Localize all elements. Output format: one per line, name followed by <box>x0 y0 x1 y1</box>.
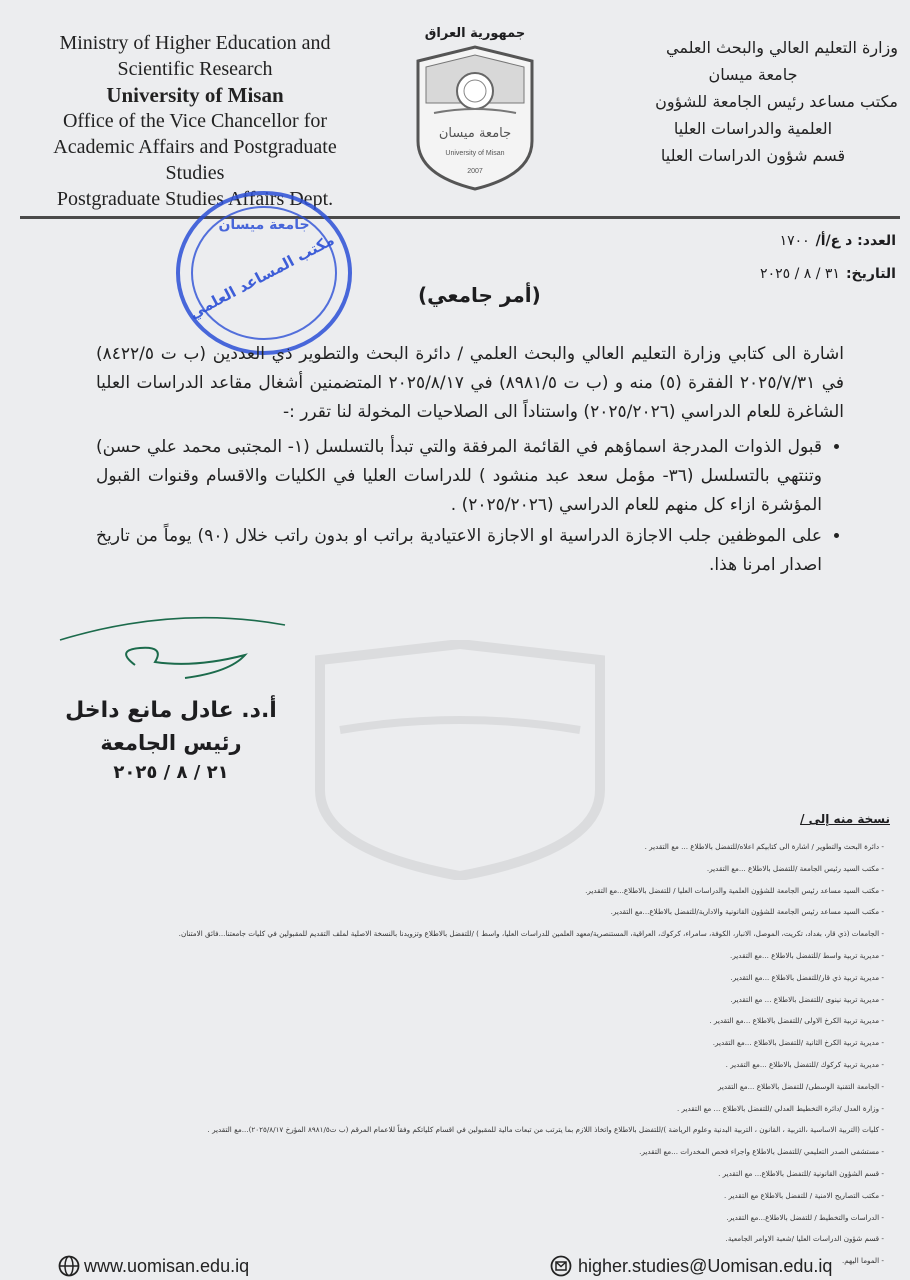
university-name-en: University of Misan <box>106 83 284 107</box>
cc-item: - مديرية تربية كركوك /للتفضل بالاطلاع ...مع التقدير . <box>14 1054 884 1076</box>
header-divider <box>20 216 900 219</box>
cc-item: - الدراسات والتخطيط / للتفضل بالاطلاع...مع التقدير. <box>14 1207 884 1229</box>
cc-item: - قسم شؤون الدراسات العليا /شعبة الاوامر الجامعية. <box>14 1228 884 1250</box>
order-intro: اشارة الى كتابي وزارة التعليم العالي والبحث العلمي / دائرة البحث والتطوير ذي العددين (ب ت ٨٤٢٢/٥) في ٢٠٢٥/٧/٣١ الفقرة (٥) منه و (ب ت ٨٩٨١/٥) في ٢٠٢٥/٨/١٧ المتضمنين أشغال مقاعد الدراسات العليا الشاغرة للعام الدراسي (٢٠٢٥/٢٠٢٦) واستناداً الى الصلاحيات المخولة لنا تقرر :- <box>96 344 844 422</box>
reference-number-label: العدد: د ع/أ/ <box>815 233 896 249</box>
website-link[interactable]: www.uomisan.edu.iq <box>84 1255 250 1276</box>
footer-email[interactable] <box>550 1255 832 1277</box>
signatory-name: أ.د. عادل مانع داخل <box>65 698 277 723</box>
decision-item: • على الموظفين جلب الاجازة الدراسية او الاجازة الاعتيادية براتب او بدون راتب خلال (٩٠) يوماً من تاريخ اصدار امرنا هذا. <box>96 522 822 580</box>
footer-website[interactable] <box>58 1255 249 1277</box>
signature-date: ٢١ / ٨ / ٢٠٢٥ <box>113 762 229 783</box>
cc-item: - مديرية تربية الكرخ الثانية /للتفضل بالاطلاع ...مع التقدير. <box>14 1032 884 1054</box>
order-decisions <box>96 433 844 580</box>
signatory-title: رئيس الجامعة <box>100 731 242 755</box>
arabic-letterhead <box>608 34 898 169</box>
document-date-label: التاريخ: <box>845 266 896 282</box>
crest-name-ar: جامعة ميسان <box>438 126 512 141</box>
cc-item: - مكتب التصاريح الامنية / للتفضل بالاطلاع مع التقدير . <box>14 1185 884 1207</box>
email-link[interactable]: higher.studies@Uomisan.edu.iq <box>578 1255 833 1276</box>
cc-item: - دائرة البحث والتطوير / اشارة الى كتابيكم اعلاه/للتفضل بالاطلاع ... مع التقدير . <box>14 836 884 858</box>
office-name-en: Office of the Vice Chancellor for Academic Affairs and Postgraduate Studies <box>53 110 337 184</box>
country-name: جمهورية العراق <box>424 26 526 41</box>
cc-list <box>14 836 884 1272</box>
official-stamp <box>172 185 357 360</box>
department-name-ar: قسم شؤون الدراسات العليا <box>660 146 846 165</box>
globe-icon <box>58 1255 80 1277</box>
signature-scribble <box>55 610 315 685</box>
email-icon <box>550 1255 572 1277</box>
cc-item: - مديرية تربية واسط /للتفضل بالاطلاع ...مع التقدير. <box>14 945 884 967</box>
cc-item: - مديرية تربية نينوى /للتفضل بالاطلاع ... مع التقدير. <box>14 989 884 1011</box>
cc-item: - مديرية تربية الكرخ الاولى /للتفضل بالاطلاع ...مع التقدير . <box>14 1010 884 1032</box>
cc-item: - مكتب السيد رئيس الجامعة /للتفضل بالاطلاع ...مع التقدير. <box>14 858 884 880</box>
crest-year: 2007 <box>467 168 483 175</box>
university-crest <box>405 26 545 206</box>
department-name-en: Postgraduate Studies Affairs Dept. <box>56 188 334 210</box>
document-date <box>760 266 896 282</box>
order-title: (أمر جامعي) <box>418 283 541 307</box>
cc-item: - وزارة العدل /دائرة التخطيط العدلي /للتفضل بالاطلاع ... مع التقدير . <box>14 1098 884 1120</box>
cc-item: - الجامعة التقنية الوسطى/ للتفضل بالاطلاع ...مع التقدير <box>14 1076 884 1098</box>
office-name-ar-2: العلمية والدراسات العليا <box>673 119 833 138</box>
university-name-ar: جامعة ميسان <box>708 65 798 84</box>
cc-item: - قسم الشؤون القانونية /للتفضل بالاطلاع... مع التقدير . <box>14 1163 884 1185</box>
document-date-value: ٣١ / ٨ / ٢٠٢٥ <box>760 266 840 282</box>
order-body <box>96 340 844 582</box>
reference-number-value: ١٧٠٠ <box>779 233 810 249</box>
crest-name-en: University of Misan <box>445 150 505 157</box>
reference-number <box>780 233 896 249</box>
ministry-name-en: Ministry of Higher Education and Scientific Research <box>59 32 331 80</box>
cc-item: - مكتب السيد مساعد رئيس الجامعة للشؤون العلمية والدراسات العليا / للتفضل بالاطلاع...مع التقدير. <box>14 880 884 902</box>
ministry-name-ar: وزارة التعليم العالي والبحث العلمي <box>666 38 898 57</box>
cc-item: - مديرية تربية ذي قار/للتفضل بالاطلاع ...مع التقدير. <box>14 967 884 989</box>
cc-item: - الموما اليهم. <box>14 1250 884 1272</box>
cc-item: - مستشفى الصدر التعليمي /للتفضل بالاطلاع واجراء فحص المخدرات ...مع التقدير. <box>14 1141 884 1163</box>
stamp-top-text: جامعة ميسان <box>218 217 310 233</box>
stamp-center-text: مكتب المساعد العلمي <box>186 230 338 323</box>
cc-item: - الجامعات (ذي قار، بغداد، تكريت، الموصل، الانبار، الكوفة، سامراء، كركوك، العراقية، المستنصرية/معهد العلمين للدراسات العليا، واسط ) /للتفضل بالاطلاع وتزويدنا بالنسخة الاصلية لملف التقديم للمقبولين في كليات جامعتنا...فائق الامتنان. <box>14 923 884 945</box>
office-name-ar-1: مكتب مساعد رئيس الجامعة للشؤون <box>655 92 898 111</box>
signature-block <box>46 695 296 787</box>
decision-item: • قبول الذوات المدرجة اسماؤهم في القائمة المرفقة والتي تبدأ بالتسلسل (١- المجتبى محمد علي حسن) وتنتهي بالتسلسل (٣٦- مؤمل سعد عبد منشود ) للدراسات العليا في الكليات والاقسام وقنوات القبول المؤشرة ازاء كل منهم للعام الدراسي (٢٠٢٥/٢٠٢٦) . <box>96 433 822 520</box>
cc-item: - مكتب السيد مساعد رئيس الجامعة للشؤون القانونية والادارية/للتفضل بالاطلاع...مع التقدير. <box>14 901 884 923</box>
cc-title: نسخة منه إلى / <box>800 812 890 826</box>
crest-shield-icon <box>412 43 538 193</box>
cc-item: - كليات (التربية الاساسية ،التربية ، القانون ، التربية البدنية وعلوم الرياضة )/للتفضل بالاطلاع واتخاذ اللازم بما يترتب من تبعات مالية للمقبولين في اقسام كلياتكم وفقاً للاعمام المرقم (ب ت٨٩٨١/٥ المؤرخ ٢٠٢٥/٨/١٧)...مع التقدير . <box>14 1119 884 1141</box>
